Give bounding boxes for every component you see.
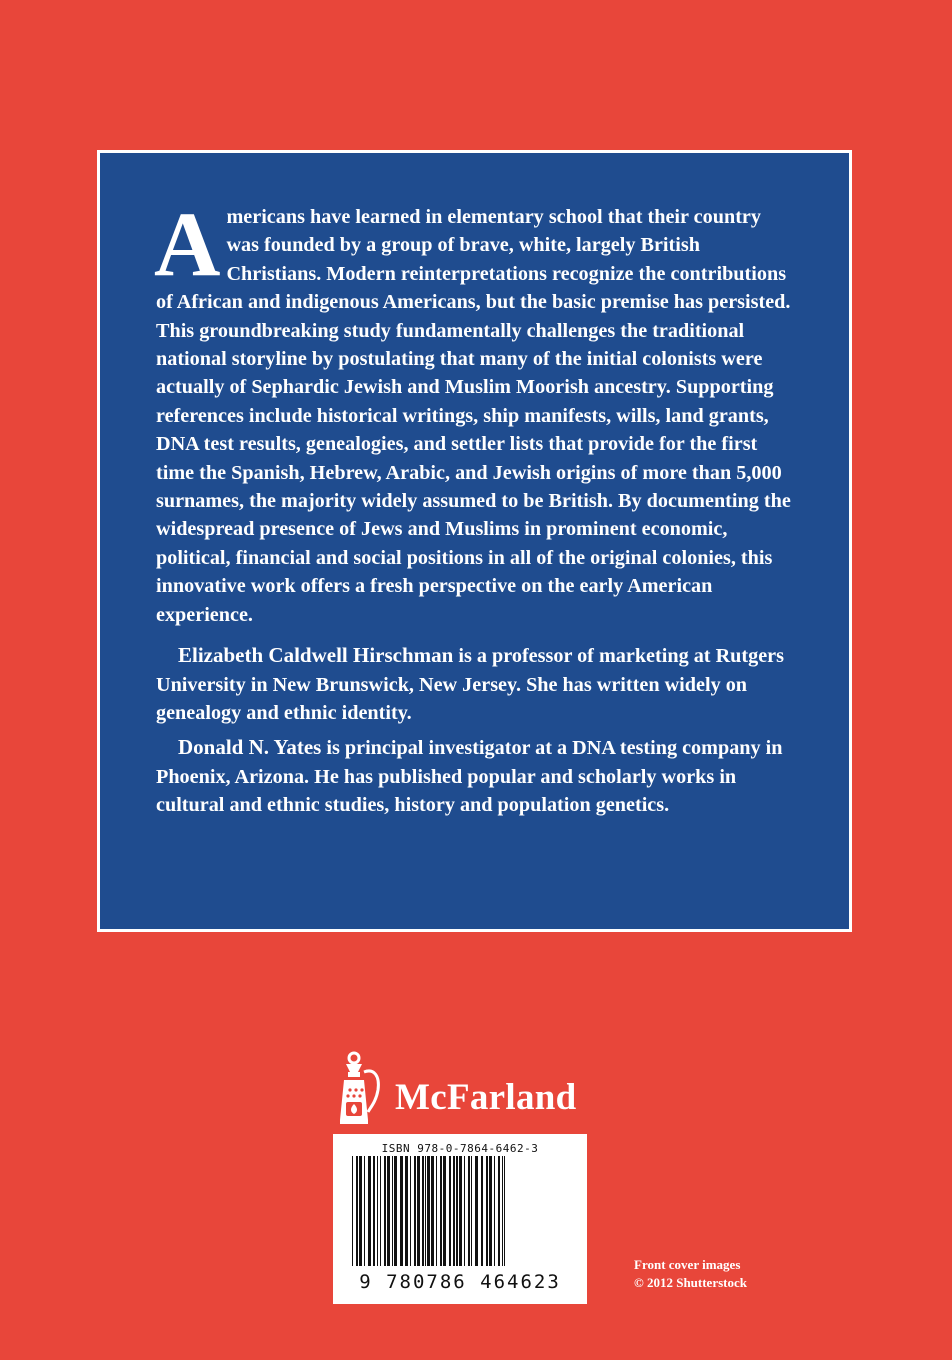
author-bio-text-1: is a professor of marketing at Rutgers University in New Brunswick, New Jersey. She has written widely on genealogy and ethnic identity. [156,645,784,724]
barcode-box [333,1134,587,1304]
barcode-bar [414,1156,416,1266]
barcode-bar [359,1156,362,1266]
barcode-bar [464,1156,465,1266]
barcode-bar [417,1156,420,1266]
author-bio-2 [156,733,793,819]
barcode-bar [410,1156,411,1266]
barcode-bar [364,1156,365,1266]
barcode-bar [431,1156,434,1266]
cover-credit [634,1256,747,1292]
ean-digits: 9 780786 464623 [359,1271,561,1293]
barcode-bar [456,1156,458,1266]
lantern-icon [340,1050,390,1128]
barcode-bar [392,1156,393,1266]
barcode [350,1156,570,1270]
barcode-bar [449,1156,451,1266]
barcode-bar [356,1156,358,1266]
credit-line-1: Front cover images [634,1257,741,1272]
barcode-bar [384,1156,386,1266]
drop-cap: A [154,193,221,295]
barcode-bar [422,1156,424,1266]
barcode-bar [440,1156,442,1266]
blurb-paragraph [154,193,793,629]
publisher-logo [340,1050,610,1128]
author-bio-1 [156,641,793,727]
barcode-bar [502,1156,503,1266]
barcode-bar [489,1156,492,1266]
barcode-bar [443,1156,446,1266]
barcode-bar [459,1156,462,1266]
barcode-bar [498,1156,500,1266]
barcode-bar [504,1156,505,1266]
barcode-bar [352,1156,353,1266]
author-bio-text-2: is principal investigator at a DNA testing company in Phoenix, Arizona. He has published popular and scholarly works in cultural and ethnic studies, history and population genetics. [156,737,783,817]
description-panel [97,150,852,932]
barcode-bar [368,1156,371,1266]
barcode-bar [387,1156,390,1266]
author-name-1: Elizabeth Caldwell Hirschman [178,643,454,668]
publisher-name: McFarland [395,1077,577,1118]
author-name-2: Donald N. Yates [178,735,322,760]
barcode-bar [471,1156,472,1266]
barcode-bar [373,1156,375,1266]
barcode-bar [427,1156,430,1266]
barcode-bar [405,1156,408,1266]
isbn-text: ISBN 978-0-7864-6462-3 [381,1142,539,1155]
barcode-bar [425,1156,426,1266]
barcode-bar [400,1156,403,1266]
barcode-bar [494,1156,495,1266]
barcode-bar [380,1156,381,1266]
blurb-text: mericans have learned in elementary school that their country was founded by a group of brave, white, largely British Christians. Modern reinterpretations recognize the contributions of African and indigenous Americans, but the basic premise has persisted. This groundbreaking study fundamentally challenges the traditional national storyline by postulating that many of the initial colonists were actually of Sephardic Jewish and Muslim Moorish ancestry. Supporting references include historical writings, ship manifests, wills, land grants, DNA test results, genealogies, and settler lists that provide for the first time the Spanish, Hebrew, Arabic, and Jewish origins of more than 5,000 surnames, the majority widely assumed to be British. By documenting the widespread presence of Jews and Muslims in prominent economic, political, financial and social positions in all of the original colonies, this innovative work offers a fresh perspective on the early American experience. [156,206,791,626]
barcode-bar [453,1156,455,1266]
barcode-bar [394,1156,397,1266]
barcode-bar [481,1156,483,1266]
description-panel-inner [100,153,849,929]
barcode-bar [486,1156,488,1266]
barcode-bar [377,1156,378,1266]
credit-line-2: © 2012 Shutterstock [634,1275,747,1290]
barcode-bar [436,1156,437,1266]
barcode-bar [475,1156,478,1266]
barcode-bar [468,1156,470,1266]
